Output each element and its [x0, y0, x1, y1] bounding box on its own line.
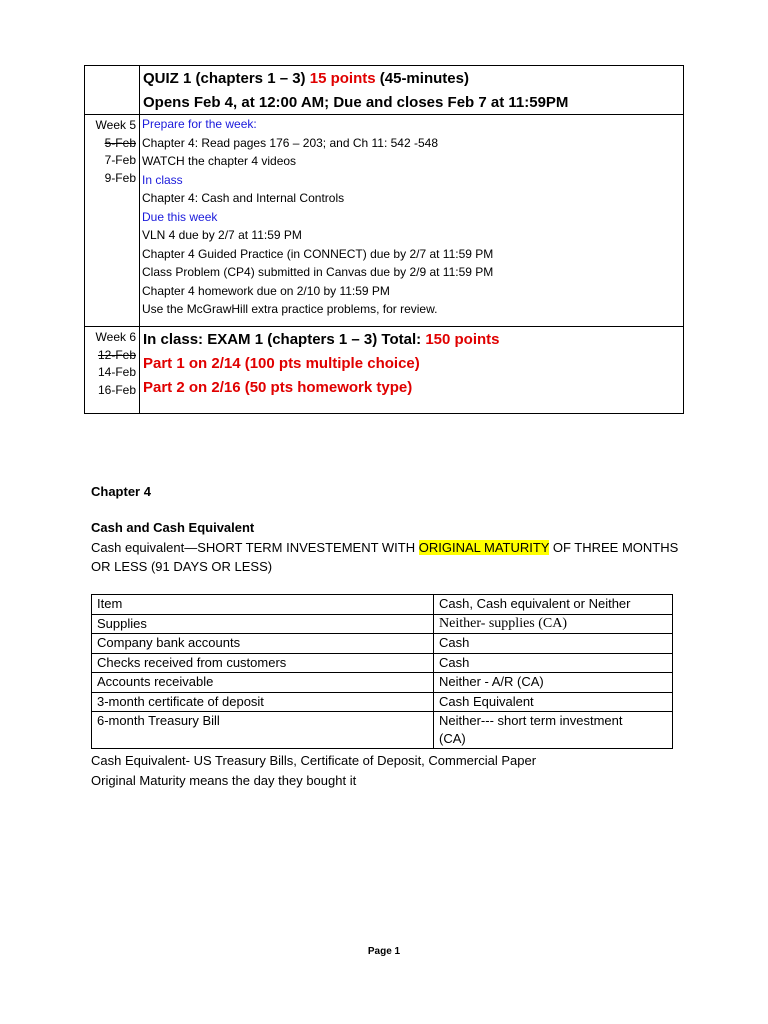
classification-line1: Neither--- short term investment — [439, 713, 623, 728]
definition-text: Cash equivalent—SHORT TERM INVESTEMENT WITH — [91, 540, 419, 555]
table-row — [92, 653, 673, 673]
classification-cell — [434, 712, 673, 749]
item-cell: Company bank accounts — [92, 634, 434, 654]
week6-cell — [85, 327, 140, 414]
classification-cell: Cash — [434, 634, 673, 654]
classification-cell: Neither - A/R (CA) — [434, 673, 673, 693]
table-row — [92, 614, 673, 634]
week6-content — [140, 327, 684, 414]
week6-date-3: 16-Feb — [97, 382, 136, 397]
classification-line2: (CA) — [439, 731, 466, 746]
inclass-item: Chapter 4: Cash and Internal Controls — [142, 191, 345, 205]
exam-title — [140, 327, 683, 351]
prepare-heading: Prepare for the week: — [142, 117, 257, 131]
table-header-row — [92, 595, 673, 615]
week6-label: Week 6 — [95, 330, 136, 344]
section-heading: Cash and Cash Equivalent — [91, 520, 255, 535]
prepare-item: WATCH the chapter 4 videos — [142, 154, 297, 168]
exam-points: 150 points — [425, 331, 500, 348]
quiz-title-text: QUIZ 1 (chapters 1 – 3) — [143, 70, 310, 87]
due-item: Chapter 4 homework due on 2/10 by 11:59 PM — [142, 283, 390, 298]
exam-part2: Part 2 on 2/16 (50 pts homework type) — [143, 379, 413, 396]
week5-date-1: 5-Feb — [104, 135, 136, 150]
definition-line2: OR LESS (91 DAYS OR LESS) — [91, 559, 273, 574]
table-row — [92, 692, 673, 712]
table-row — [92, 712, 673, 749]
quiz-dates: Opens Feb 4, at 12:00 AM; Due and closes Feb 7 at 11:59PM — [143, 94, 569, 111]
quiz-week-cell — [85, 66, 140, 115]
item-cell: Supplies — [92, 614, 434, 634]
definition-text-end: OF THREE MONTHS — [549, 540, 679, 555]
header-classification: Cash, Cash equivalent or Neither — [434, 595, 673, 615]
chapter-heading: Chapter 4 — [91, 484, 151, 499]
prepare-item: Chapter 4: Read pages 176 – 203; and Ch 11: 542 -548 — [142, 135, 438, 150]
note-line1: Cash Equivalent- US Treasury Bills, Certificate of Deposit, Commercial Paper — [91, 753, 537, 768]
schedule-table — [84, 65, 684, 414]
definition-line1 — [91, 540, 678, 555]
cash-classification-table — [91, 594, 673, 749]
item-cell: 6-month Treasury Bill — [92, 712, 434, 749]
exam-part1: Part 1 on 2/14 (100 pts multiple choice) — [143, 355, 420, 372]
classification-cell: Cash Equivalent — [434, 692, 673, 712]
header-item: Item — [92, 595, 434, 615]
week5-label: Week 5 — [95, 118, 136, 132]
quiz-title — [140, 66, 683, 90]
table-row — [92, 634, 673, 654]
quiz-cell — [140, 66, 684, 115]
table-row — [92, 673, 673, 693]
inclass-heading: In class — [142, 172, 183, 187]
item-cell: Checks received from customers — [92, 653, 434, 673]
due-item: Use the McGrawHill extra practice problems, for review. — [142, 302, 438, 316]
item-cell: Accounts receivable — [92, 673, 434, 693]
exam-title-text: In class: EXAM 1 (chapters 1 – 3) Total: — [143, 331, 426, 348]
highlighted-term: ORIGINAL MATURITY — [418, 540, 550, 555]
page-number: Page 1 — [367, 946, 401, 957]
quiz-duration: (45-minutes) — [375, 70, 469, 87]
week5-date-2: 7-Feb — [104, 153, 136, 167]
due-item: Chapter 4 Guided Practice (in CONNECT) due by 2/7 at 11:59 PM — [142, 246, 494, 261]
week5-row — [85, 115, 684, 327]
due-item: Class Problem (CP4) submitted in Canvas due by 2/9 at 11:59 PM — [142, 265, 494, 279]
item-cell: 3-month certificate of deposit — [92, 692, 434, 712]
due-heading: Due this week — [142, 209, 218, 224]
week6-date-2: 14-Feb — [97, 365, 136, 379]
week5-date-3: 9-Feb — [104, 170, 136, 185]
quiz-points: 15 points — [309, 70, 376, 87]
week5-content — [140, 115, 684, 327]
due-item: VLN 4 due by 2/7 at 11:59 PM — [142, 228, 302, 242]
week6-row — [85, 327, 684, 414]
classification-cell: Neither- supplies (CA) — [434, 614, 673, 634]
note-line2: Original Maturity means the day they bought it — [91, 773, 357, 788]
week5-cell — [85, 115, 140, 327]
classification-cell: Cash — [434, 653, 673, 673]
week6-date-1: 12-Feb — [97, 347, 136, 362]
quiz-row — [85, 66, 684, 115]
